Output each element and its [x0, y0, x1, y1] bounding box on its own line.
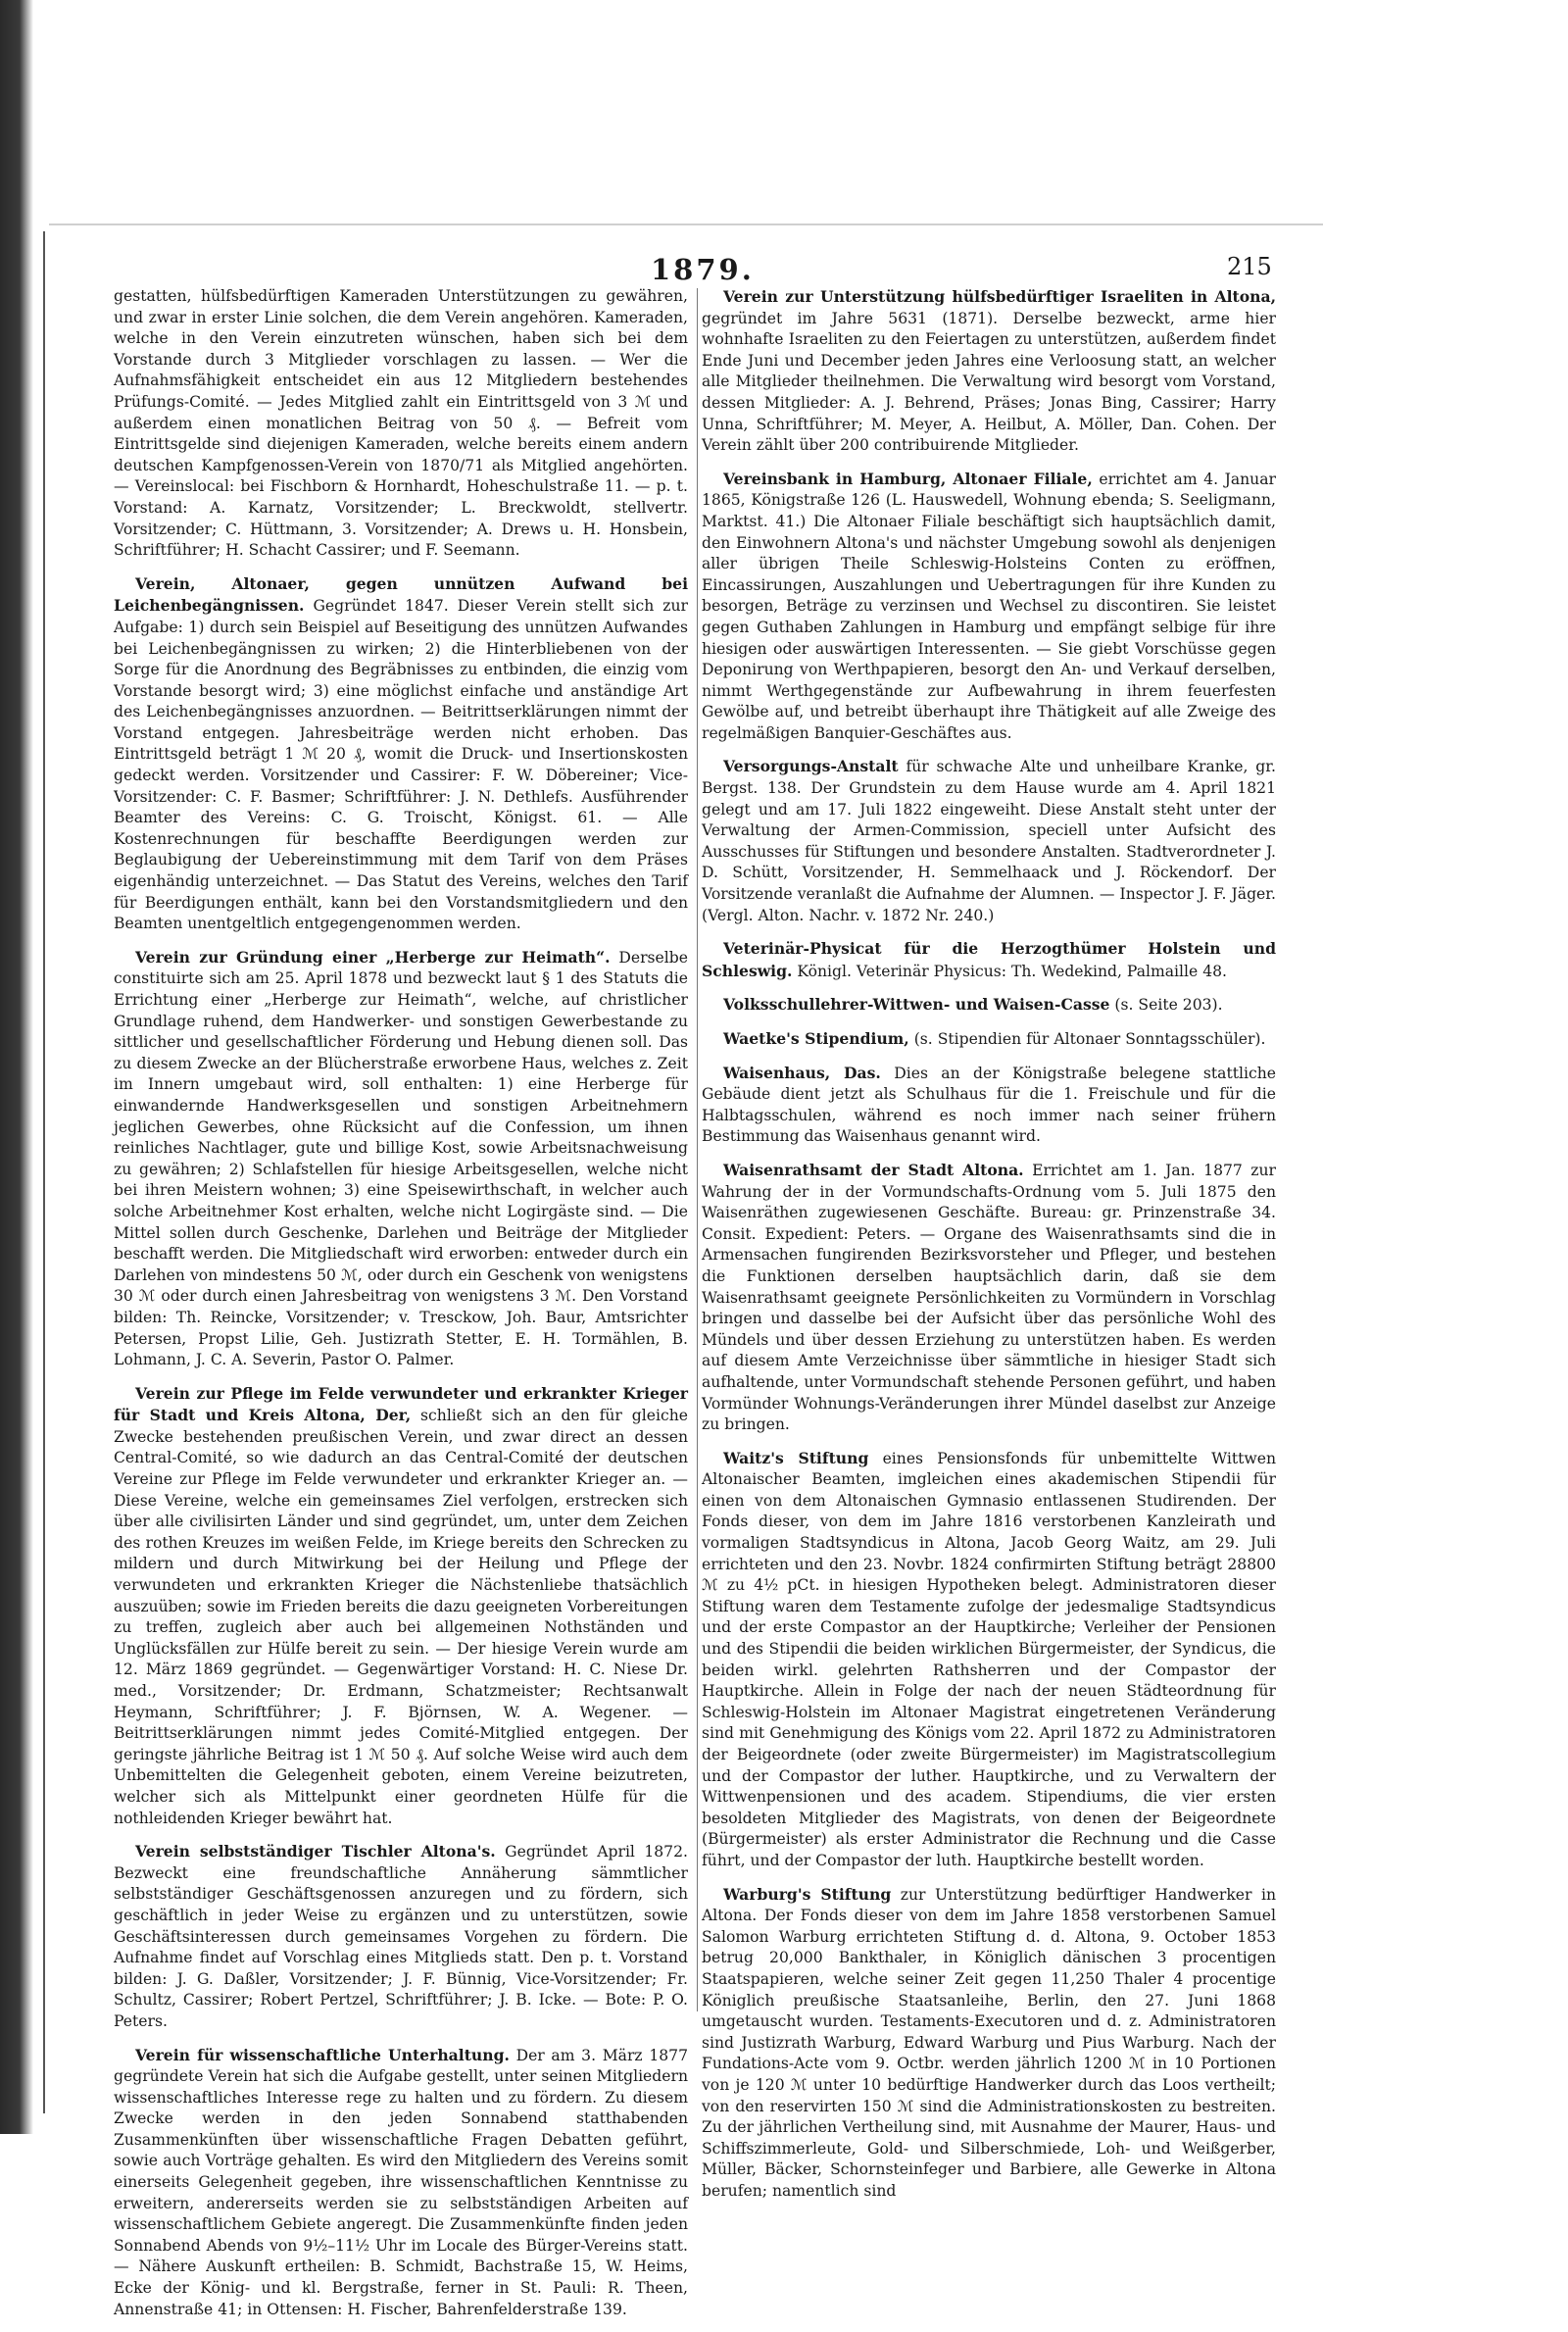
page-number: 215: [1227, 253, 1272, 280]
entry-heading: Volksschullehrer-Wittwen- und Waisen-Casse: [723, 995, 1110, 1015]
directory-entry: [702, 756, 1276, 926]
entry-heading: Waitz's Stiftung: [723, 1448, 869, 1467]
gutter-line: [43, 231, 45, 2113]
directory-entry: [702, 1884, 1276, 2203]
book-binding-edge: [0, 0, 33, 2134]
left-column: [114, 286, 688, 2332]
directory-entry: [702, 286, 1276, 457]
directory-entry: [114, 1383, 688, 1829]
entry-body: eines Pensionsfonds für unbemittelte Wittwen Altonaischer Beamten, imgleichen eines akademischen Stipendii für einen von dem Altonaischen Gymnasio entlassenen Studirenden. Der Fonds dieser, von dem im Jahre 1816 verstorbenen Kanzleirath und vormaligen Stadtsyndicus in Altona, Jacob Georg Waitz, am 29. Juli errichteten und den 23. Novbr. 1824 confirmirten Stiftung beträgt 28800 ℳ zu 4½ pCt. in hiesigen Hypotheken belegt. Administratoren dieser Stiftung waren dem Testamente zufolge der jedesmalige Stadtsyndicus und der erste Compastor an der Hauptkirche; Verleiher der Pensionen und des Stipendii die beiden wirklichen Bürgermeister, der Syndicus, die beiden wirkl. gelehrten Rathsherren und der Compastor der Hauptkirche. Allein in Folge der nach der neuen Städteordnung für Schleswig-Holstein im Altonaer Magistrat eingetretenen Veränderung sind mit Genehmigung des Königs vom 22. April 1872 zu Administratoren der Beigeordnete (oder zweite Bürgermeister) im Magistratscollegium und der Compastor der luther. Hauptkirche, und zu Verwaltern der Wittwenpensionen und des academ. Stipendiums, die vier ersten besoldeten Mitglieder des Magistrats, von denen der Beigeordnete (Bürgermeister) als erster Administrator die Rechnung und die Casse führt, und der Compastor der luth. Hauptkirche bestellt worden.: [702, 1449, 1276, 1869]
directory-entry: [114, 286, 688, 562]
entry-heading: Verein, Altonaer, gegen unnützen Aufwand bei Leichenbegängnissen.: [114, 573, 688, 616]
entry-body: Derselbe constituirte sich am 25. April 1878 und bezweckt laut § 1 des Statuts die Errichtung einer „Herberge zur Heimath“, welche, auf christlicher Grundlage ruhend, dem Handwerker- und sonstigen Gewerbestande zu sittlicher und gesellschaftlicher Förderung und Hebung dienen soll. Das zu diesem Zwecke an der Blücherstraße erworbene Haus, welches z. Zeit im Innern umgebaut wird, soll enthalten: 1) eine Herberge für einwandernde Handwerksgesellen und sonstigen Arbeitnehmern jeglichen Gewerbes, ohne Rücksicht auf die Confession, um ihnen reinliches Nachtlager, gute und billige Kost, sowie Arbeitsnachweisung zu gewähren; 2) Schlafstellen für hiesige Arbeitsgesellen, welche nicht bei ihren Meistern wohnen; 3) eine Speisewirthschaft, in welcher auch solche Arbeitnehmer Kost erhalten, welche nicht Logirgäste sind. — Die Mittel sollen durch Geschenke, Darlehen und Beiträge der Mitglieder beschafft werden. Die Mitgliedschaft wird erworben: entweder durch ein Darlehen von mindestens 50 ℳ, oder durch ein Geschenk von wenigstens 30 ℳ oder durch einen Jahresbeitrag von wenigstens 3 ℳ. Den Vorstand bilden: Th. Reincke, Vorsitzender; v. Tresckow, Joh. Baur, Amtsrichter Petersen, Propst Lilie, Geh. Justizrath Stetter, E. H. Tormählen, B. Lohmann, J. C. A. Severin, Pastor O. Palmer.: [114, 948, 688, 1369]
directory-entry: [114, 947, 688, 1371]
entry-body: Errichtet am 1. Jan. 1877 zur Wahrung der in der Vormundschafts-Ordnung vom 5. Juli 1875 den Waisenräthen zugewiesenen Geschäfte. Bureau: gr. Prinzenstraße 34. Consit. Expedient: Peters. — Organe des Waisenrathsamts sind die in Armensachen fungirenden Bezirksvorsteher und Pfleger, und bestehen die Funktionen derselben hauptsächlich darin, daß sie dem Waisenrathsamt geeignete Persönlichkeiten zu Vormündern in Vorschlag bringen und dasselbe bei der Aufsicht über das persönliche Wohl des Mündels und über dessen Erziehung zu unterstützen haben. Es werden auf diesem Amte Verzeichnisse über sämmtliche in hiesiger Stadt sich aufhaltende, unter Vormundschaft stehende Personen geführt, und haben Vormünder Wohnungs-Veränderungen ihrer Mündel daselbst zur Anzeige zu bringen.: [702, 1161, 1276, 1434]
directory-entry: [702, 1160, 1276, 1436]
entry-heading: Verein zur Pflege im Felde verwundeter und erkrankter Krieger für Stadt und Kreis Altona, Der,: [114, 1383, 688, 1425]
directory-entry: [702, 1063, 1276, 1148]
entry-body: Dies an der Königstraße belegene stattliche Gebäude dient jetzt als Schulhaus für die 1. Freischule und für die Halbtagsschulen, während es noch immer nach seiner frühern Bestimmung das Waisenhaus genannt wird.: [702, 1064, 1276, 1146]
entry-body: (s. Seite 203).: [1114, 996, 1223, 1015]
directory-entry: [114, 573, 688, 935]
directory-entry: [702, 469, 1276, 745]
entry-heading: Verein selbstständiger Tischler Altona's.: [135, 1842, 496, 1861]
entry-body: gestatten, hülfsbedürftigen Kameraden Unterstützungen zu gewähren, und zwar in erster Linie solchen, die dem Verein angehören. Kameraden, welche in den Verein einzutreten wünschen, haben sich bei dem Vorstande durch 3 Mitglieder vorschlagen zu lassen. — Wer die Aufnahmsfähigkeit entscheidet ein aus 12 Mitgliedern bestehendes Prüfungs-Comité. — Jedes Mitglied zahlt ein Eintrittsgeld von 3 ℳ und außerdem einen monatlichen Beitrag von 50 ₰. — Befreit vom Eintrittsgelde sind diejenigen Kameraden, welche bereits einem andern deutschen Kampfgenossen-Verein von 1870/71 als Mitglied angehörten. — Vereinslocal: bei Fischborn & Hornhardt, Hoheschulstraße 11. — p. t. Vorstand: A. Karnatz, Vorsitzender; L. Breckwoldt, stellvertr. Vorsitzender; C. Hüttmann, 3. Vorsitzender; A. Drews u. H. Honsbein, Schriftführer; H. Schacht Cassirer; und F. Seemann.: [114, 287, 688, 560]
entry-heading: Waisenrathsamt der Stadt Altona.: [723, 1160, 1024, 1179]
entry-heading: Waetke's Stipendium,: [723, 1029, 909, 1048]
entry-body: Der am 3. März 1877 gegründete Verein hat sich die Aufgabe gestellt, unter seinen Mitgliedern wissenschaftliches Interesse rege zu halten und zu fördern. Zu diesem Zwecke werden in den jeden Sonnabend statthabenden Zusammenkünften über wissenschaftliche Fragen Debatten geführt, sowie auch Vorträge gehalten. Es wird den Mitgliedern des Vereins somit einerseits Gelegenheit gegeben, ihre wissenschaftlichen Kenntnisse zu erweitern, andererseits werden sie zu selbstständigen Arbeiten auf wissenschaftlichem Gebiete angeregt. Die Zusammenkünfte finden jeden Sonnabend Abends von 9½–11½ Uhr im Locale des Bürger-Vereins statt. — Nähere Auskunft ertheilen: B. Schmidt, Bachstraße 15, W. Heims, Ecke der König- und kl. Bergstraße, ferner in St. Pauli: R. Theen, Annenstraße 41; in Ottensen: H. Fischer, Bahrenfelderstraße 139.: [114, 2046, 688, 2318]
entry-heading: Verein zur Gründung einer „Herberge zur Heimath“.: [135, 947, 611, 967]
page-top-edge: [49, 223, 1323, 225]
entry-heading: Warburg's Stiftung: [723, 1884, 892, 1904]
entry-body: Königl. Veterinär Physicus: Th. Wedekind, Palmaille 48.: [797, 962, 1228, 980]
directory-entry: [702, 994, 1276, 1017]
entry-heading: Versorgungs-Anstalt: [723, 757, 899, 776]
entry-body: Gegründet 1847. Dieser Verein stellt sich zur Aufgabe: 1) durch sein Beispiel auf Beseitigung des unnützen Aufwandes bei Leichenbegängnissen zu wirken; 2) die Hinterbliebenen von der Sorge für die Anordnung des Begräbnisses zu entbinden, die einzig vom Vorstande besorgt wird; 3) eine möglichst einfache und anständige Art des Leichenbegängnisses anzuordnen. — Beitrittserklärungen nimmt der Vorstand entgegen. Jahresbeiträge werden nicht erhoben. Das Eintrittsgeld beträgt 1 ℳ 20 ₰, womit die Druck- und Insertionskosten gedeckt werden. Vorsitzender und Cassirer: F. W. Döbereiner; Vice-Vorsitzender: C. F. Basmer; Schriftführer: J. N. Dethlefs. Ausführender Beamter des Vereins: C. G. Troischt, Königst. 61. — Alle Kostenrechnungen für beschaffte Beerdigungen werden zur Beglaubigung der Uebereinstimmung mit dem Tarif von dem Präses eigenhändig unterzeichnet. — Das Statut des Vereins, welches den Tarif für Beerdigungen enthält, kann bei den Vorstandsmitgliedern und den Beamten unentgeltlich entgegengenommen werden.: [114, 597, 688, 933]
directory-entry: [114, 2045, 688, 2321]
entry-heading: Waisenhaus, Das.: [723, 1063, 881, 1082]
entry-heading: Verein zur Unterstützung hülfsbedürftiger Israeliten in Altona,: [723, 287, 1276, 306]
directory-entry: [702, 1028, 1276, 1051]
page-year-header: 1879.: [651, 253, 755, 286]
directory-entry: [702, 1448, 1276, 1872]
entry-body: gegründet im Jahre 5631 (1871). Derselbe bezweckt, arme hier wohnhafte Israeliten zu den Feiertagen zu unterstützen, außerdem findet Ende Juni und December jeden Jahres eine Verloosung statt, an welcher alle Mitglieder theilnehmen. Die Verwaltung wird besorgt vom Vorstand, dessen Mitglieder: A. J. Behrend, Präses; Jonas Bing, Cassirer; Harry Unna, Schriftführer; M. Meyer, A. Heilbut, A. Möller, Dan. Cohen. Der Verein zählt über 200 contribuirende Mitglieder.: [702, 309, 1276, 455]
entry-body: (s. Stipendien für Altonaer Sonntagsschüler).: [913, 1030, 1266, 1048]
entry-heading: Veterinär-Physicat für die Herzogthümer Holstein und Schleswig.: [702, 939, 1276, 980]
entry-heading: Vereinsbank in Hamburg, Altonaer Filiale,: [723, 469, 1093, 488]
entry-body: zur Unterstützung bedürftiger Handwerker in Altona. Der Fonds dieser von dem im Jahre 1858 verstorbenen Samuel Salomon Warburg errichteten Stiftung d. d. Altona, 9. October 1853 betrug 20,000 Bankthaler, in Königlich dänischen 3 procentigen Staatspapieren, welche seiner Zeit gegen 11,250 Thaler 4 procentige Königlich preußische Staatsanleihe, Berlin, den 27. Juni 1868 umgetauscht wurden. Testaments-Executoren und d. z. Administratoren sind Justizrath Warburg, Edward Warburg und Pius Warburg. Nach der Fundations-Acte vom 9. Octbr. werden jährlich 1200 ℳ in 10 Portionen von je 120 ℳ unter 10 bedürftige Handwerker durch das Loos vertheilt; von den reservirten 150 ℳ sind die Administrationskosten zu bestreiten. Zu der jährlichen Vertheilung sind, mit Ausnahme der Maurer, Haus- und Schiffszimmerleute, Gold- und Silberschmiede, Loh- und Weißgerber, Müller, Bäcker, Schornsteinfeger und Barbiere, alle Gewerke in Altona berufen; namentlich sind: [702, 1885, 1276, 2200]
entry-body: schließt sich an den für gleiche Zwecke bestehenden preußischen Verein, und zwar direct an dessen Central-Comité, so wie dadurch an das Central-Comité der deutschen Vereine zur Pflege im Felde verwundeter und erkrankter Krieger an. — Diese Vereine, welche ein gemeinsames Ziel verfolgen, erstrecken sich über alle civilisirten Länder und sind gegründet, um, unter dem Zeichen des rothen Kreuzes im weißen Felde, im Kriege bereits den Schrecken zu mildern und durch Mitwirkung bei der Heilung und Pflege der verwundeten und erkrankten Krieger die Nächstenliebe thatsächlich auszuüben; sowie im Frieden bereits die dazu geeigneten Vorbereitungen zu treffen, zugleich aber auch bei allgemeinen Nothständen und Unglücksfällen zur Hülfe bereit zu sein. — Der hiesige Verein wurde am 12. März 1869 gegründet. — Gegenwärtiger Vorstand: H. C. Niese Dr. med., Vorsitzender; Dr. Erdmann, Schatzmeister; Rechtsanwalt Heymann, Schriftführer; J. F. Björnsen, W. A. Wegener. — Beitrittserklärungen nimmt jedes Comité-Mitglied entgegen. Der geringste jährliche Beitrag ist 1 ℳ 50 ₰. Auf solche Weise wird auch dem Unbemittelten die Gelegenheit geboten, einem Vereine beizutreten, welcher sich als Mittelpunkt einer geordneten Hülfe für die nothleidenden Krieger bewährt hat.: [114, 1407, 688, 1827]
directory-entry: [702, 938, 1276, 982]
entry-body: errichtet am 4. Januar 1865, Königstraße 126 (L. Hauswedell, Wohnung ebenda; S. Seeligmann, Marktst. 41.) Die Altonaer Filiale beschäftigt sich hauptsächlich damit, den Einwohnern Altona's und nächster Umgebung sowohl als denjenigen aller übrigen Theile Schleswig-Holsteins Conten zu eröffnen, Eincassirungen, Auszahlungen und Uebertragungen für ihre Kunden zu besorgen, Beträge zu verzinsen und Wechsel zu discontiren. Sie leistet gegen Guthaben Zahlungen in Hamburg und empfängt selbige für ihre hiesigen oder auswärtigen Interessenten. — Sie giebt Vorschüsse gegen Deponirung von Werthpapieren, besorgt den An- und Verkauf derselben, nimmt Werthgegenstände zur Aufbewahrung in ihrem feuerfesten Gewölbe auf, und betreibt überhaupt ihre Thätigkeit auf alle Zweige des regelmäßigen Banquier-Geschäftes aus.: [702, 470, 1276, 742]
entry-heading: Verein für wissenschaftliche Unterhaltung.: [135, 2045, 510, 2064]
entry-body: Gegründet April 1872. Bezweckt eine freundschaftliche Annäherung sämmtlicher selbstständiger Geschäftsgenossen anzuregen und zu fördern, sich geschäftlich in jeder Weise zu ergänzen und zu unterstützen, sowie Geschäftsinteressen durch gemeinsames Vorgehen zu fördern. Die Aufnahme findet auf Vorschlag eines Mitglieds statt. Den p. t. Vorstand bilden: J. G. Daßler, Vorsitzender; J. F. Bünnig, Vice-Vorsitzender; Fr. Schultz, Cassirer; Robert Pertzel, Schriftführer; J. B. Icke. — Bote: P. O. Peters.: [114, 1843, 688, 2030]
column-divider: [697, 288, 698, 2011]
directory-entry: [114, 1841, 688, 2032]
entry-body: für schwache Alte und unheilbare Kranke, gr. Bergst. 138. Der Grundstein zu dem Hause wurde am 4. April 1821 gelegt und am 17. Juli 1822 eingeweiht. Diese Anstalt steht unter der Verwaltung der Armen-Commission, speciell unter Aufsicht des Ausschusses für Stiftungen und besondere Anstalten. Stadtverordneter J. D. Schütt, Vorsitzender, H. Semmelhaack und J. Röckendorf. Der Vorsitzende veranlaßt die Aufnahme der Alumnen. — Inspector J. F. Jäger. (Vergl. Alton. Nachr. v. 1872 Nr. 240.): [702, 758, 1276, 924]
right-column: [702, 286, 1276, 2213]
